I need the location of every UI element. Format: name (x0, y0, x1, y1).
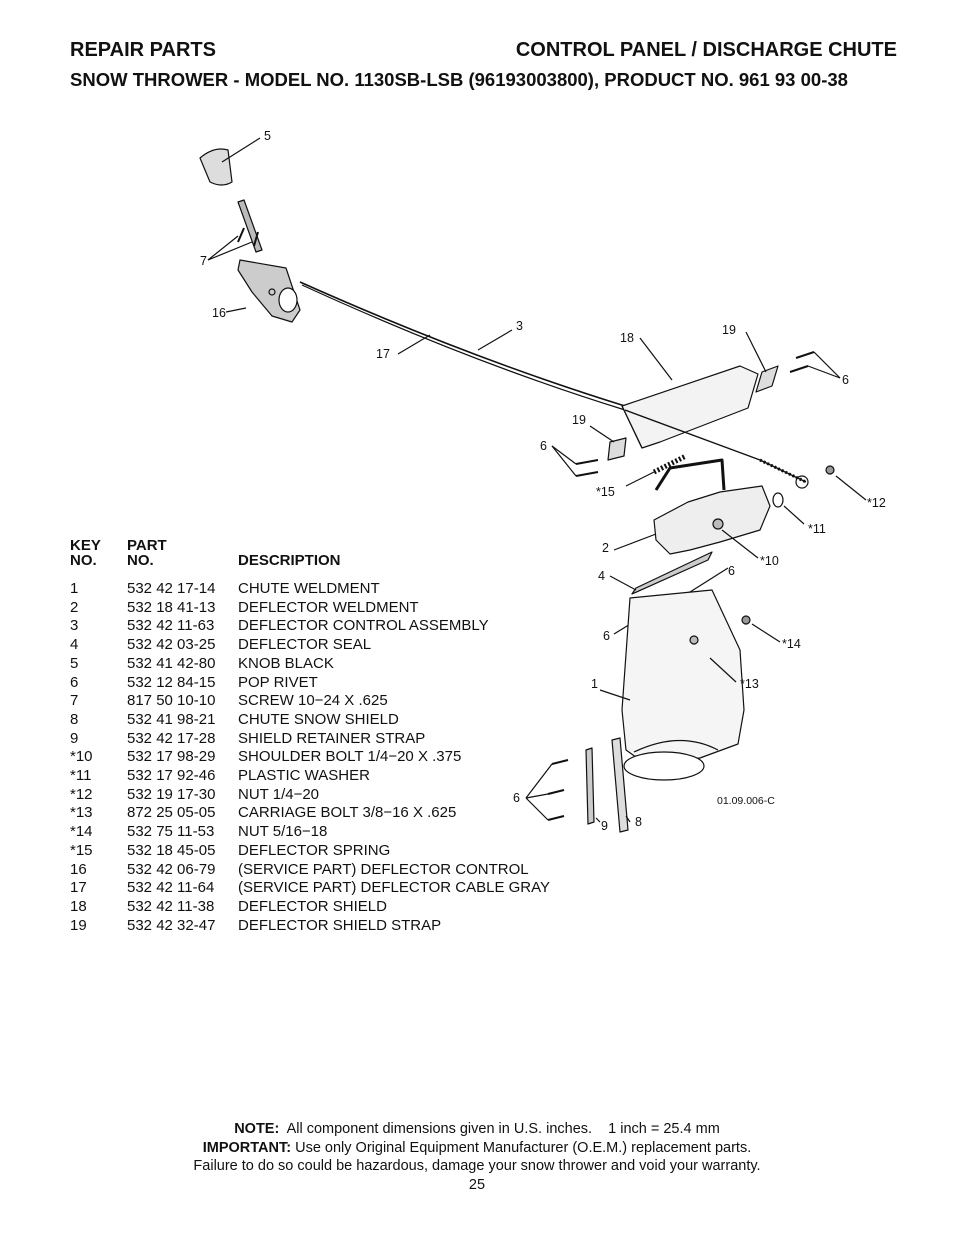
col-part-label: PART (127, 537, 167, 554)
description-cell: SHIELD RETAINER STRAP (238, 729, 426, 747)
description-cell: SHOULDER BOLT 1/4−20 X .375 (238, 748, 462, 766)
callout-label: 16 (212, 306, 226, 320)
description-cell: (SERVICE PART) DEFLECTOR CONTROL (238, 860, 529, 878)
key-cell: 3 (70, 617, 79, 635)
description-cell: NUT 1/4−20 (238, 785, 320, 803)
description-cell: CARRIAGE BOLT 3/8−16 X .625 (238, 804, 457, 822)
callout-label: *11 (808, 522, 826, 536)
part-number-cell: 532 42 06-79 (127, 860, 216, 878)
callout-label: *15 (596, 485, 615, 499)
description-cell: NUT 5/16−18 (238, 823, 328, 841)
key-cell: 7 (70, 692, 79, 710)
part-number-cell: 532 42 17-28 (127, 729, 216, 747)
table-row (70, 580, 550, 599)
table-row (70, 692, 550, 711)
page-number: 25 (468, 1176, 486, 1193)
warning-text: Failure to do so could be hazardous, damage your snow thrower and void your warranty. (193, 1158, 761, 1174)
key-cell: 18 (70, 897, 87, 915)
key-cell: *10 (70, 748, 93, 766)
part-number-cell: 532 42 03-25 (127, 636, 216, 654)
deflector-seal-part (632, 552, 712, 594)
page-title: CONTROL PANEL / DISCHARGE CHUTE (515, 39, 897, 61)
part-number-cell: 817 50 10-10 (127, 692, 216, 710)
description-cell: KNOB BLACK (238, 654, 334, 672)
key-cell: 5 (70, 654, 79, 672)
callout-label: 6 (603, 629, 610, 643)
part-number-cell: 532 18 41-13 (127, 598, 216, 616)
description-cell: DEFLECTOR SHIELD (238, 897, 387, 915)
col-key-header (70, 538, 127, 568)
description-cell: (SERVICE PART) DEFLECTOR CABLE GRAY (238, 879, 551, 897)
note-line (0, 1120, 954, 1139)
description-cell: PLASTIC WASHER (238, 767, 370, 785)
callout-label: *12 (867, 496, 886, 510)
table-row (70, 804, 550, 823)
part-number-cell: 532 75 11-53 (127, 823, 215, 841)
deflector-weldment-part (654, 486, 770, 554)
callout-label: 6 (513, 791, 520, 805)
retainer-strap-part (586, 748, 594, 824)
model-subtitle: SNOW THROWER - MODEL NO. 1130SB-LSB (96193003800), PRODUCT NO. 961 93 00-38 (70, 69, 848, 90)
part-number-cell: 532 42 17-14 (127, 580, 216, 597)
description-cell: DEFLECTOR CONTROL ASSEMBLY (238, 617, 489, 635)
callout-label: 3 (516, 319, 523, 333)
part-number-cell: 532 42 11-38 (127, 897, 215, 915)
description-cell: DEFLECTOR SHIELD STRAP (238, 916, 442, 934)
callout-label: 6 (842, 373, 849, 387)
table-row (70, 842, 550, 861)
table-row (70, 861, 550, 880)
description-cell: CHUTE SNOW SHIELD (238, 710, 399, 728)
col-key-label: NO. (70, 552, 97, 569)
diagram-ref-code: 01.09.006-C (717, 795, 775, 807)
key-cell: 1 (70, 580, 79, 597)
page-footer (0, 1120, 954, 1194)
part-number-cell: 532 18 45-05 (127, 841, 216, 859)
callout-label: 7 (200, 254, 207, 268)
table-row (70, 730, 550, 749)
deflector-cable-part (300, 282, 625, 406)
table-row (70, 748, 550, 767)
callout-label: 8 (635, 815, 642, 829)
important-line (0, 1139, 954, 1158)
callout-label: 2 (602, 541, 609, 555)
important-label: IMPORTANT: (202, 1139, 292, 1156)
part-number-cell: 532 19 17-30 (127, 785, 216, 803)
part-number-cell: 532 42 11-63 (127, 617, 215, 635)
key-cell: *14 (70, 823, 93, 841)
note-text: All component dimensions given in U.S. inches. 1 inch = 25.4 mm (286, 1121, 720, 1137)
key-cell: *12 (70, 785, 93, 803)
callout-label: *14 (782, 637, 801, 651)
callout-label: 9 (601, 819, 608, 833)
table-row (70, 636, 550, 655)
callout-label: 19 (722, 323, 736, 337)
key-cell: *11 (70, 767, 92, 785)
part-number-cell: 532 41 42-80 (127, 654, 216, 672)
callout-label: 4 (598, 569, 605, 583)
description-cell: POP RIVET (238, 673, 318, 691)
knob-part (200, 149, 232, 185)
callout-label: 17 (376, 347, 390, 361)
description-cell: DEFLECTOR SPRING (238, 841, 391, 859)
part-number-cell: 532 42 11-64 (127, 879, 215, 897)
key-cell: 19 (70, 916, 87, 934)
table-row (70, 599, 550, 618)
table-row (70, 898, 550, 917)
description-cell: CHUTE WELDMENT (238, 580, 380, 597)
callout-label: 5 (264, 129, 271, 143)
table-row (70, 655, 550, 674)
callout-label: *10 (760, 554, 779, 568)
part-number-cell: 532 41 98-21 (127, 710, 216, 728)
callout-label: *13 (740, 677, 759, 691)
key-cell: 16 (70, 860, 87, 878)
description-cell: DEFLECTOR WELDMENT (238, 598, 419, 616)
col-part-label: NO. (127, 552, 154, 569)
col-part-header (127, 538, 238, 568)
part-number-cell: 532 12 84-15 (127, 673, 216, 691)
part-number-cell: 872 25 05-05 (127, 804, 216, 822)
description-cell: SCREW 10−24 X .625 (238, 692, 388, 710)
part-number-cell: 532 17 92-46 (127, 767, 216, 785)
table-header-row (70, 538, 550, 568)
key-cell: *13 (70, 804, 93, 822)
col-desc-header: DESCRIPTION (238, 552, 341, 569)
key-cell: *15 (70, 841, 93, 859)
key-cell: 4 (70, 636, 79, 654)
table-row (70, 879, 550, 898)
callout-label: 19 (572, 413, 586, 427)
table-row (70, 917, 550, 936)
table-row (70, 823, 550, 842)
key-cell: 6 (70, 673, 79, 691)
note-label: NOTE: (234, 1121, 280, 1137)
part-number-cell: 532 17 98-29 (127, 748, 216, 766)
snow-shield-part (612, 738, 628, 832)
callout-label: 1 (591, 677, 598, 691)
callout-label: 6 (540, 439, 547, 453)
table-row (70, 674, 550, 693)
key-cell: 8 (70, 710, 79, 728)
callout-label: 18 (620, 331, 634, 345)
section-title: REPAIR PARTS (70, 39, 216, 61)
key-cell: 2 (70, 598, 79, 616)
table-row (70, 786, 550, 805)
deflector-shield-part (622, 366, 758, 448)
part-number-cell: 532 42 32-47 (127, 916, 216, 934)
col-key-label: KEY (70, 537, 101, 554)
callout-label: 6 (728, 564, 735, 578)
key-cell: 17 (70, 879, 87, 897)
table-row (70, 617, 550, 636)
description-cell: DEFLECTOR SEAL (238, 636, 372, 654)
table-row (70, 767, 550, 786)
chute-weldment-part (622, 590, 744, 760)
parts-table (70, 538, 550, 935)
table-row (70, 711, 550, 730)
key-cell: 9 (70, 729, 79, 747)
important-text: Use only Original Equipment Manufacturer (O.E.M.) replacement parts. (295, 1139, 752, 1156)
